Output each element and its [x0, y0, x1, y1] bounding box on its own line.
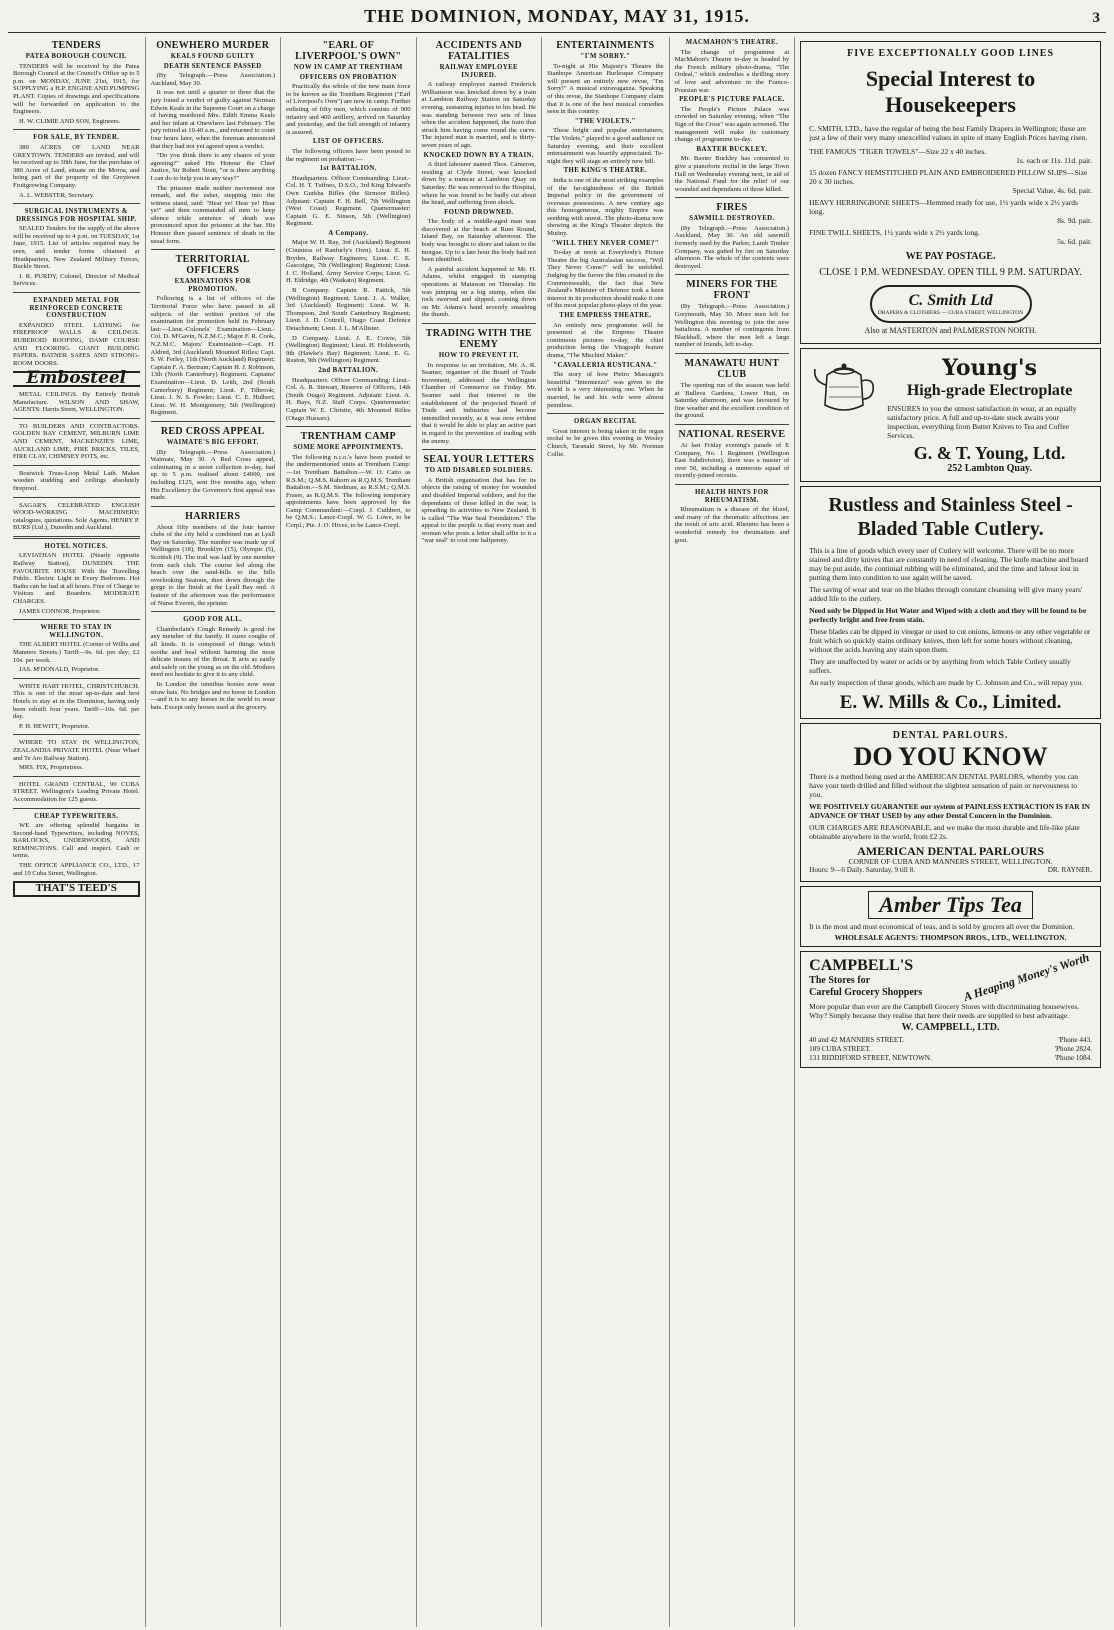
smith-line-price: 5s. 6d. pair. — [1057, 237, 1092, 246]
seal-subheading: TO AID DISABLED SOLDIERS. — [424, 467, 533, 475]
redcross-heading: RED CROSS APPEAL — [160, 425, 265, 437]
cutlery-paragraph: Need only be Dipped in Hot Water and Wiped with a cloth and they will be found to be perfectly bright and free from stain. — [809, 606, 1087, 624]
murder-paragraph: It was not until a quarter to three that the jury found a verdict of guilty against Norman Edwin Keals in the Supreme Court on a charge of having murdered Mrs. Edith Emma Keals and her infant at Onewhero last February. The jury retired at 10.40 a.m., and returned to court four hours later, when the foreman announced that they had not yet agreed upon a verdict. — [150, 89, 276, 150]
ent-subheading: THE KING'S THEATRE. — [563, 167, 648, 175]
smith-line-price: Special Value, 4s. 6d. pair. — [1012, 186, 1092, 195]
ent-subheading: "I'M SORRY." — [580, 53, 631, 60]
column-entertainments — [542, 37, 670, 1627]
dental-footer — [809, 866, 1092, 875]
column-classifieds — [8, 37, 146, 1627]
whitehart-signature: P. H. HEWITT, Proprietor. — [19, 722, 90, 730]
cutlery-headline: Rustless and Stainless Steel - Bladed Table Cutlery. — [828, 494, 1073, 540]
smith-branches: Also at MASTERTON and PALMERSTON NORTH. — [864, 326, 1037, 335]
health-heading: HEALTH HINTS FOR RHEUMATISM. — [695, 488, 769, 504]
harriers-heading: HARRIERS — [185, 510, 241, 522]
campbell-address-row — [809, 1045, 1092, 1054]
dental-ad — [800, 723, 1101, 882]
trentham-paragraph: The following n.c.o.'s have been posted to the undermentioned units at Trentham Camp:—1st Trentham Battalion.—W. O. Catto as R.S.M.; Q.M.S. Rahorn as R.Q.M.S. Trentham Battalion.—S.M. Stedman, as R.S.M.; Q.M.S. Fraser, as R.Q.M.S. The following temporary appointments have been approved by the Camp Commandant:—Corpl. J. Cuthbert, to be Q.M.S.; Lance-Corpl. W. G. Lowe, to be Corpl.; Pte. J. O. Hives, to be Lance-Corpl. — [286, 453, 411, 530]
sagar-text: SAGAR'S CELEBRATED ENGLISH WOOD-WORKING MACHINERY; catalogues, quotations. Sole Agents, HENRY P. BURS (Ltd.), Dunedin and Auckland. — [13, 501, 140, 532]
divider — [13, 292, 140, 293]
smith-top-line: FIVE EXCEPTIONALLY GOOD LINES — [847, 48, 1055, 59]
divider — [13, 465, 140, 466]
ent-subheading: "WILL THEY NEVER COME?" — [551, 239, 659, 247]
divider — [13, 808, 140, 809]
young-ad — [800, 348, 1101, 482]
divider — [675, 197, 790, 198]
ent-paragraph: An entirely new programme will be presented at the Empress Theatre continuous pictures to-day, the chief production being the Vitagraph feature drama, "The Mischief Maker." — [547, 321, 664, 359]
surgical-text: SEALED Tenders for the supply of the above will be received up to 4 p.m. on TUESDAY, 1st June, 1915. List of articles required may be seen, and tender forms obtained at Headquarters, New Zealand Military Forces, Buckle Street. — [13, 225, 140, 271]
divider — [13, 536, 140, 539]
zealandia-text: WHERE TO STAY IN WELLINGTON, ZEALANDIA PRIVATE HOTEL (Near Wharf and Te Aro Railway Station). — [13, 739, 140, 762]
smith-intro: C. SMITH, LTD., have the regular of being the best Family Drapers in Wellington; these are just a few of their very many unexcelled values in spite of many English Prices having risen. — [809, 124, 1088, 142]
people-heading: PEOPLE'S PICTURE PALACE. — [679, 96, 785, 104]
macmahon-heading: MACMAHON'S THEATRE. — [685, 39, 779, 46]
smith-closing: CLOSE 1 P.M. WEDNESDAY. OPEN TILL 9 P.M. SATURDAY. — [819, 267, 1082, 278]
seal-paragraph: A British organisation that has for its objects the raising of money for wounded and disabled Imperial soldiers, and for the dependants of those killed in the war, is spreading its activities to New Zealand. It is called "The War Seal Foundation." The appeal to the people is that every man and woman who posts a letter shall affix to it a "war seal" to cost one halfpenny. — [421, 476, 537, 545]
typewriters-signature: THE OFFICE APPLIANCE CO., LTD., 17 and 19 Cuba Street, Wellington. — [13, 862, 140, 877]
smith-logo — [870, 285, 1032, 323]
builders-text: TO BUILDERS AND CONTRACTORS. GOLDEN BAY CEMENT, MILBURN LIME AND CEMENT, MACKENZIE'S LIME, AUCKLAND LIME, FIRE BRICKS, TILES, FIRE CLAY, CHIMNEY POTS, etc. — [13, 422, 140, 461]
dental-paragraph: WE POSITIVELY GUARANTEE our system of PAINLESS EXTRACTION IS FAR IN ADVANCE OF THAT USED by any other Dental Concern in the Dominion. — [809, 802, 1090, 820]
cutlery-paragraph: The saving of wear and tear on the blades through constant cleansing will give many years' added life to the cutlery. — [809, 585, 1083, 603]
divider — [675, 484, 790, 485]
smith-headline: Special Interest to Housekeepers — [865, 66, 1036, 117]
tenders-heading: TENDERS — [51, 40, 101, 51]
young-headline: Young's — [942, 355, 1038, 381]
campbell-paragraph: More popular than ever are the Campbell Grocery Stores with discriminating housewives. Why? Simply because they realise that here their needs are supplied to best advantage. — [809, 1002, 1080, 1020]
albert-text: THE ALBERT HOTEL (Corner of Willis and Manners Streets.) Tariff—9s. 6d. per day; £2 10s. per week. — [13, 641, 140, 664]
murder-subheading-2: DEATH SENTENCE PASSED — [163, 62, 262, 70]
divider — [151, 611, 276, 612]
camp-subheading-1: NOW IN CAMP AT TRENTHAM — [293, 64, 403, 71]
dental-top: DENTAL PARLOURS. — [892, 730, 1009, 741]
organ-heading: ORGAN RECITAL — [574, 418, 637, 426]
miners-heading: MINERS FOR THE FRONT — [686, 279, 778, 302]
accident-paragraph: The body of a middle-aged man was discovered at the beach at Rum Round, Island Bay, on Saturday afternoon. The body was brought to shore and taken to the morgue. Up to a late hour the body had not been identified. — [421, 218, 537, 264]
campbell-address: 131 RIDDIFORD STREET, NEWTOWN. — [809, 1054, 932, 1062]
battalion-heading: 2nd BATTALION. — [318, 366, 379, 374]
divider — [151, 249, 276, 250]
ent-paragraph: To-night at His Majesty's Theatre the Stanhope American Burlesque Company will present an entirely new revue, "I'm Sorry!" A musical extravaganza. Speaking of this revue, the Stanhope Company claim that it is one of the best musical comedies seen in this country. — [547, 62, 664, 116]
accident-paragraph: A painful accident happened to Mr. H. Adams, whilst engaged in stamping operations at Matawan on Thursday. He was jumping on a big stump, when the rock swerved and slipped, coming down on Mr. Adams's hand severely smashing the thumb. — [421, 265, 537, 319]
trading-subheading: HOW TO PREVENT IT. — [438, 352, 519, 359]
typewriters-text: WE are offering splendid bargains in Second-hand Typewriters, including NOVES, BARLOCKS, UNDERWOODS, AND REMINGTONS. Call and inspect. Cash or terms. — [13, 822, 140, 860]
dental-paragraph: There is a method being used at the AMERICAN DENTAL PARLORS, whereby you can have your teeth drilled and filled without the slightest sensation of pain or nervousness to you. — [809, 772, 1078, 799]
campbell-phone: 'Phone 443. — [1058, 1036, 1092, 1044]
grand-central-text: HOTEL GRAND CENTRAL, 90 CUBA STREET. Wellington's Leading Private Hotel. Accommodation for 125 guests. — [13, 780, 140, 803]
bostwick-text: Bostwick Truss-Loop Metal Lath. Makes wooden studding and ceilings absolutely fireproof. — [13, 469, 140, 492]
teeds-ad: THAT'S TEED'S — [13, 881, 140, 897]
accident-paragraph: A railway employee named Frederick Williamson was knocked down by a train at Lambton Railway Station on Saturday evening, sustaining injuries to his head. He was standing between two sets of lines when the accident happened, the train that struck him having come round the curve. The injured man is married, and is thirty-seven years of age. — [421, 81, 537, 149]
column-theatres — [670, 37, 796, 1627]
cutlery-paragraph: An early inspection of these goods, which are made by C. Johnson and Co., will repay you. — [809, 678, 1084, 687]
young-text: ENSURES to you the utmost satisfaction in wear, at an equally satisfactory price. A full and up-to-date stock awaits your inspection, everything from Butter Knives to Tea and Coffee Services. — [887, 404, 1077, 440]
cutlery-paragraph: This is a line of goods which every user of Cutlery will welcome. There will be no more stained and dirty knives that are constantly in need of cleaning. The knife machine and board may be put aside, the continual rubbing will be eliminated, and the time and labour lost in putting them into condition to use again will be saved. — [809, 546, 1089, 582]
surgical-signature: J. R. PURDY, Colonel, Director of Medical Services. — [13, 272, 140, 288]
redcross-subheading: WAIMATE'S BIG EFFORT. — [166, 438, 259, 446]
campbell-phone: 'Phone 1084. — [1054, 1054, 1092, 1062]
organ-paragraph: Great interest is being taken in the organ recital to be given this evening in Wesley Church, Taranaki Street, by Mr. Norman Collie. — [547, 427, 664, 458]
metal-text: EXPANDED STEEL LATHING for FIREPROOF WALLS & CEILINGS. RUBEROID ROOFING, DAMP COURSE AND FLOORING. GIANT BUILDING PAPERS. BATNER SAFES AND STRONG-ROOM DOORS. — [13, 321, 140, 367]
divider — [13, 734, 140, 735]
reserve-heading: NATIONAL RESERVE — [678, 428, 786, 440]
amber-text: It is the most and most economical of teas, and is sold by grocers all over the Dominion. — [809, 922, 1075, 931]
teapot-icon — [809, 355, 879, 419]
people-paragraph: The People's Picture Palace was crowded on Saturday evening, when "The Sign of the Cross" was again screened. The management will make its customary change of programme to-day. — [674, 105, 790, 144]
page-number: 3 — [1092, 10, 1100, 26]
company-heading: A Company. — [328, 229, 369, 237]
ent-paragraph: These bright and popular entertainers, "The Violets," played to a good audience on Saturday evening, and their excellent entertainment was heartily appreciated. To-night they will stage an entirely new bill. — [547, 127, 664, 165]
food-paragraph: In London the omnibus horses now wear straw hats. No bridges and no horse in London—and it is to any horses in the world to wear hats. Except only horses used at the grocery. — [150, 680, 276, 711]
camp-paragraph: Major W. H. Ray, 3rd (Auckland) Regiment (Countess of Ranfurly's Own). Lieut. E. H. Bryden, Railway Engineers; Lieut. C. E. Gascoigne, 7th (Wellington) Regiment; Lieut. J. C. Holland, Army Service Corps; Lieut. G. H. Eldridge, 4th (Waikato) Regiment. — [286, 239, 411, 285]
fires-paragraph: (By Telegraph.—Press Association.) Auckland, May 30. An old sawmill formerly used by the Parker, Lamb Timber Company, was gutted by fire on Saturday afternoon. The whole of the contents were destroyed. — [674, 224, 790, 270]
murder-subheading-1: KEALS FOUND GUILTY — [170, 53, 255, 60]
amber-ad — [800, 886, 1101, 947]
murder-paragraph: "Do you think there is any chance of your agreeing?" asked His Honour the Chief Justice, Sir Robert Stout, "or is there anything I can do to help you in any way?" — [150, 152, 276, 182]
camp-paragraph: Practically the whole of the new main force to be known as the Trentham Regiment ("Earl of Liverpool's Own") are now in camp. Further enlisting of fifty men, which consists of 900 infantry and 400 artillery, arrived on Saturday and yesterday, and the full strength of infantry is assured. — [286, 83, 411, 136]
campbell-name: W. CAMPBELL, LTD. — [901, 1022, 1000, 1033]
divider — [13, 678, 140, 679]
camp-paragraph: Headquarters. Officer Commanding: Lieut.-Col. A. R. Stewart, Reserve of Officers, 14th (South Otago) Regiment. Adjutant: Lieut. A. H. Bays, N.Z. Staff Corps. Quartermaster: Captain W. E. Christie, 4th Mounted Rifles (Otago Hussars). — [286, 376, 411, 422]
campbell-headline: CAMPBELL'S — [809, 957, 914, 974]
divider — [422, 449, 537, 450]
fires-heading: FIRES — [716, 202, 748, 214]
typewriters-heading: CHEAP TYPEWRITERS. — [34, 812, 119, 820]
campbell-arc-text: A Heaping Money's Worth — [961, 949, 1091, 1004]
smith-ad — [800, 41, 1101, 344]
divider — [151, 421, 276, 422]
redcross-paragraph: (By Telegraph.—Press Association.) Waimate, May 30. A Red Cross appeal, culminating in a street collection to-day, had up to 5 p.m. realised about £4000, not including £125, sent five months ago, when His Excellency the Governor's first appeal was made. — [150, 448, 276, 502]
whitehart-text: WHITE HART HOTEL, CHRISTCHURCH. This is one of the most up-to-date and best Hotels to stay at in the Dominion, having only been rebuilt four years. Tariff—10s. 6d. per day. — [13, 682, 140, 721]
divider — [675, 353, 790, 354]
cutlery-paragraph: They are unaffected by water or acids or by anything from which Table Cutlery usually suffers. — [809, 657, 1071, 675]
trading-heading: TRADING WITH THE ENEMY — [425, 328, 532, 350]
smith-logo-text: C. Smith Ltd — [908, 292, 993, 309]
murder-dateline: (By Telegraph.—Press Association.) Auckland, May 30. — [150, 72, 276, 87]
murder-heading: ONEWHERO MURDER — [156, 40, 270, 51]
column-murder — [146, 37, 282, 1627]
tenders-subheading: PATEA BOROUGH COUNCIL — [25, 53, 127, 60]
smith-line: 15 dozen FANCY HEMSTITCHED PLAIN AND EMBROIDERED PILLOW SLIPS—Size 20 x 30 inches. — [809, 168, 1088, 186]
ent-paragraph: To-day at noon at Everybody's Picture Theatre the big Australasian success, "Will They Never Come?" will be unfolded. Judging by the furore the film created in the Commonwealth, the fact that New Zealand's Minister of Defence took a keen interest in its production should make it one of the most popular photo-plays of the year. — [547, 249, 664, 310]
young-subheadline: High-grade Electroplate — [906, 382, 1073, 399]
camp-paragraph: D Company. Lieut. J. E. Cowie, 5th (Wellington) Regiment; Lieut. H. Holdsworth, 9th (Hawke's Bay) Regiment; Lieut. E. G. Ruston, 9th (Wellington) Regiment. — [286, 334, 411, 365]
smith-line: THE FAMOUS "TIGER TOWELS"—Size 22 x 40 inches. — [809, 147, 987, 156]
reserve-paragraph: At last Friday evening's parade of E Company, No. 1 Regiment (Wellington East Subdivision), there was a muster of over 50, including a numerous squad of recently-joined recruits. — [674, 441, 790, 480]
smith-logo-sub: DRAPERS & CLOTHIERS — CUBA STREET, WELLINGTON — [877, 310, 1024, 316]
camp-heading: "EARL OF LIVERPOOL'S OWN" — [295, 40, 402, 62]
tenders-signature: H. W. CLIMIE AND SON, Engineers. — [19, 117, 121, 125]
divider — [13, 418, 140, 419]
sale-text: 380 ACRES OF LAND NEAR GREYTOWN. TENDERS are invited, and will be received up to 30th June, for the purchase of 380 Acres of Land, situate on the Moroa, and being part of the property of the Greytown Fruitgrowing Company. — [13, 143, 140, 189]
trentham-heading: TRENTHAM CAMP — [300, 431, 396, 443]
campbell-address: 189 CUBA STREET. — [809, 1045, 871, 1053]
accident-subheading: KNOCKED DOWN BY A TRAIN. — [423, 151, 534, 159]
dental-name: AMERICAN DENTAL PARLOURS — [857, 844, 1045, 858]
divider — [675, 424, 790, 425]
food-paragraph: Chamberlain's Cough Remedy is good for any member of the family. It cures coughs of all kinds. It is composed of things which soothe and heal without harming the most delicate tissues of the throat. It acts as easily and safely on the young as on the old. Mothers need not hesitate to give it to any child. — [150, 625, 276, 679]
divider — [547, 413, 664, 414]
columns — [8, 37, 1106, 1627]
column-accidents — [417, 37, 543, 1627]
mills-ad — [800, 486, 1101, 719]
campbell-address: 40 and 42 MANNERS STREET. — [809, 1036, 904, 1044]
leviathan-text: LEVIATHAN HOTEL (Nearly opposite Railway Station), DUNEDIN. THE FAVOURITE HOUSE With the Travelling Public. Electric Light in Every Bedroom. Hot Baths can be had at all hours. Free of Charge to Visitors and Boarders. MODERATE CHARGES. — [13, 552, 140, 606]
battalion-heading: 1st BATTALION. — [319, 165, 377, 173]
baxter-paragraph: Mr. Baxter Buckley has consented to give a pianoforte recital in the large Town Hall on Wednesday evening next, in aid of the National Fund for the relief of our wounded and dependants of those killed. — [674, 155, 790, 193]
health-paragraph: Rheumatism is a disease of the blood, and many of the rheumatic affections are the result of uric acid. Rheumo has been a wonderful remedy for rheumatism and gout. — [674, 506, 790, 544]
amber-logo: Amber Tips Tea — [868, 891, 1033, 919]
where-heading: WHERE TO STAY IN WELLINGTON. — [40, 624, 112, 639]
leviathan-signature: JAMES CONNOR, Proprietor. — [19, 607, 101, 615]
seal-heading: SEAL YOUR LETTERS — [423, 454, 535, 466]
cutlery-paragraph: These blades can be dipped in vinegar or used to cut onions, lemons or any other vegetable or fruit which so quickly stains ordinary knives, then left for some hours without cleaning, without the acids leaving any stain upon them. — [809, 627, 1091, 654]
territorial-heading: TERRITORIAL OFFICERS — [175, 254, 250, 277]
territorial-subheading: EXAMINATIONS FOR PROMOTION. — [174, 278, 251, 293]
tenders-text: TENDERS will be received by the Patea Borough Council at the Council's Office up to 5 p.m. on MONDAY, JUNE 21st, 1915, for SUPPLYING a H.P. ENGINE AND PUMPING PLANT. Copies of drawings and specifications will be forwarded on application to the Engineers. — [13, 62, 140, 116]
accident-subheading: FOUND DROWNED. — [444, 208, 514, 216]
ent-subheading: "THE VIOLETS." — [574, 117, 636, 125]
fires-subheading: SAWMILL DESTROYED. — [689, 215, 775, 223]
camp-subheading-2: OFFICERS ON PROBATION — [299, 73, 397, 81]
camp-paragraph: B Company. Captain R. Pattick, 5th (Wellington) Regiment. Lieut. J. A. Walker, 3rd (Auckland) Regiment; Lieut. W. R. Thompson, 2nd South Canterbury Regiment; Lieut. J. D. Cottrell, Otago Coast Defence Detachment; Lieut. J. L. M'Allister. — [286, 287, 411, 332]
ent-subheading: THE EMPRESS THEATRE. — [559, 312, 652, 319]
metal-heading: EXPANDED METAL FOR REINFORCED CONCRETE CONSTRUCTION — [29, 297, 123, 320]
divider — [151, 506, 276, 507]
column-camp — [281, 37, 417, 1627]
miners-paragraph: (By Telegraph.—Press Association.) Greymouth, May 30. More men left for Wellington this morning to join the new battalions. A number of contingents from Blackball, where the men left a large number of friends, left to-day. — [674, 303, 790, 349]
surgical-heading: SURGICAL INSTRUMENTS & DRESSINGS FOR HOSPITAL SHIP. — [16, 208, 137, 223]
smith-line: FINE TWILL SHEETS, 1½ yards wide x 2½ yards long. — [809, 228, 980, 237]
dental-doctor: DR. RAYNER. — [1047, 866, 1092, 874]
mills-name: E. W. Mills & Co., Limited. — [839, 692, 1062, 713]
territorial-paragraph: Following is a list of officers of the Territorial Force who have passed in all subjects of the written portion of the examination for promotion held in February last:—Lieut.-Colonels' Examination—Lieut.-Col. D. M'Gavin, N.Z.M.C.; Major F. R. Cook, N.Z.M.C. Majors' Examination—Capt. H. Aldred, 3rd (Auckland) Mounted Rifles; Capt. S. W. Ferley, 11th (North Auckland) Regiment; Captain F. A. Bertram; Captain H. J. Robinson, 13th (North Canterbury) Regiment. Captains' Examination—Lieut. D. Leith, 2nd (South Canterbury) Regiment; Lieut. F. Tilbrook; Lieut. J. N. S. Fowler; Lieut. C. E. Hulbert; Lieut. W. H. Montgomery, 5th (Wellington) Regiment. — [150, 295, 276, 417]
ent-paragraph: The story of how Pietro Mascagni's beautiful "Intermezzo" was given to the world is a very interesting one. When he married, he and his wife were almost penniless. — [547, 371, 664, 409]
dental-hours: Hours: 9—6 Daily. Saturday, 9 till 8. — [809, 866, 916, 874]
young-address: 252 Lambton Quay. — [947, 463, 1032, 474]
sale-signature: A. L. WEBSTER, Secretary. — [19, 191, 95, 199]
campbell-phone: 'Phone 2824. — [1054, 1045, 1092, 1053]
amber-wholesale: WHOLESALE AGENTS: THOMPSON BROS., LTD., WELLINGTON. — [834, 933, 1067, 942]
campbell-ad — [800, 951, 1101, 1068]
zealandia-signature: MRS. FIX, Proprietress. — [19, 764, 84, 772]
baxter-heading: BAXTER BUCKLEY. — [696, 145, 768, 153]
divider — [13, 203, 140, 204]
macmahon-paragraph: The change of programme at MacMahon's Theatre to-day is headed by the French military photo-drama, "The Ordeal," which embodies a thrilling story of love and adventure in the Franco-Prussian war. — [674, 48, 790, 94]
campbell-address-row — [809, 1054, 1092, 1063]
embosteel-logo: Embosteel — [13, 371, 140, 387]
sale-heading: FOR SALE, BY TENDER. — [33, 134, 120, 142]
camp-paragraph: The following officers have been posted to the regiment on probation:— — [286, 147, 411, 163]
dental-paragraph: OUR CHARGES ARE REASONABLE, and we make the most durable and life-like plate obtainable anywhere in the world, from £2 2s. — [809, 823, 1080, 841]
hunt-paragraph: The opening run of the season was held at Bulleva Gardens, Lower Hutt, on Saturday afternoon, and was favoured by fine weather and the excellent condition of the ground. — [674, 382, 790, 420]
young-name: G. & T. Young, Ltd. — [913, 443, 1066, 463]
smith-line: HEAVY HERRINGBONE SHEETS—Hemmed ready for use, 1½ yards wide x 2½ yards long. — [809, 198, 1078, 216]
entertainments-heading: ENTERTAINMENTS — [556, 40, 655, 51]
dental-address: CORNER OF CUBA AND MANNERS STREET, WELLINGTON. — [848, 857, 1053, 866]
hotel-heading: HOTEL NOTICES. — [44, 542, 108, 550]
masthead — [8, 6, 1106, 33]
smith-line-price: 1s. each or 11s. 11d. pair. — [1016, 156, 1092, 165]
embosteel-text: METAL CEILINGS. By Entirely British Manufacture. WILSON AND SHAW, AGENTS: Harris Street, WELLINGTON. — [13, 390, 140, 414]
accidents-heading: ACCIDENTS AND FATALITIES — [435, 40, 523, 62]
divider — [675, 274, 790, 275]
officers-heading: LIST OF OFFICERS. — [312, 138, 384, 146]
divider — [13, 497, 140, 498]
column-advertisements — [795, 37, 1106, 1627]
harriers-paragraph: About fifty members of the four harrier clubs of the city held a combined run at Lyall Bay on Saturday. The number was made up of Wellington (18), Brooklyn (15), Olympic (5), Scottish (9). The trail was laid by one member from each club. The course led along the beach over the sand-hills to the hills overlooking Seatoun, then down through the gorge to the finish at the Lyall Bay end. A feature of the afternoon was the performance of Nurse Everett, the sprinter. — [150, 523, 276, 607]
smith-line-price: 8s. 9d. pair. — [1057, 216, 1092, 225]
campbell-address-row — [809, 1036, 1092, 1045]
campbell-subheadline-2: Careful Grocery Shoppers — [809, 987, 923, 998]
accident-paragraph: A third labourer named Thos. Cameron, residing at Clyde Street, was knocked down by a tramcar at Lambton Quay on Saturday. He was removed to the Hospital, where he was found to be badly cut about the head, and suffering from shock. — [421, 161, 537, 207]
campbell-subheadline: The Stores for — [809, 975, 871, 986]
ent-paragraph: India is one of the most striking examples of the far-sightedness of the British Imperial policy in the government of overseas possessions. A new century ago this homogeneous, mighty Empire was seething with unrest. The photo-drama now showing at the King's Theatre depicts the Mutiny. — [547, 176, 664, 238]
accident-subheading: RAILWAY EMPLOYEE INJURED. — [439, 64, 518, 79]
hunt-heading: MANAWATU HUNT CLUB — [684, 358, 780, 380]
masthead-title: THE DOMINION, MONDAY, MAY 31, 1915. — [364, 6, 750, 26]
divider — [13, 776, 140, 777]
albert-signature: JAS. M'DONALD, Proprietor. — [19, 666, 100, 674]
divider — [422, 323, 537, 324]
food-heading: GOOD FOR ALL. — [183, 616, 243, 624]
divider — [13, 129, 140, 130]
divider — [286, 426, 411, 427]
divider — [13, 619, 140, 620]
trading-paragraph: In response to an invitation, Mr. A. R. Seamer, organiser of the Board of Trade movement, addressed the Wellington Chamber of Commerce on Friday. Mr. Seamer said that interest in the establishment of the projected Board of Trade and industries had become intensified recently, as it was now evident that it would be able to play an active part in regard to the prevention of trading with the enemy. — [421, 361, 537, 445]
dental-headline: DO YOU KNOW — [853, 742, 1048, 771]
murder-paragraph: The prisoner made neither movement nor remark, and the usher, stepping into the witness stand, said: "Hear ye! Hear ye! Hear ye!" and then commanded all men to keep silence while sentence of death was pronounced upon the prisoner at the bar. His Honour then passed sentence of death in the usual form. — [150, 184, 276, 245]
ent-subheading: "CAVALLERIA RUSTICANA." — [553, 361, 658, 369]
camp-paragraph: Headquarters. Officer Commanding: Lieut.-Col. H. T. Tuffnes, D.S.O., 3rd King Edward's Own Gurkha Rifles (the Sirmoor Rifles). Adjutant: Captain F. H. Bell, 7th Wellington (West Coast) Regiment. Quartermaster: Captain G. E. Sinson, 5th (Wellington) Regiment. — [286, 174, 411, 228]
trentham-subheading: SOME MORE APPOINTMENTS. — [293, 444, 404, 452]
smith-postage: WE PAY POSTAGE. — [905, 251, 996, 262]
